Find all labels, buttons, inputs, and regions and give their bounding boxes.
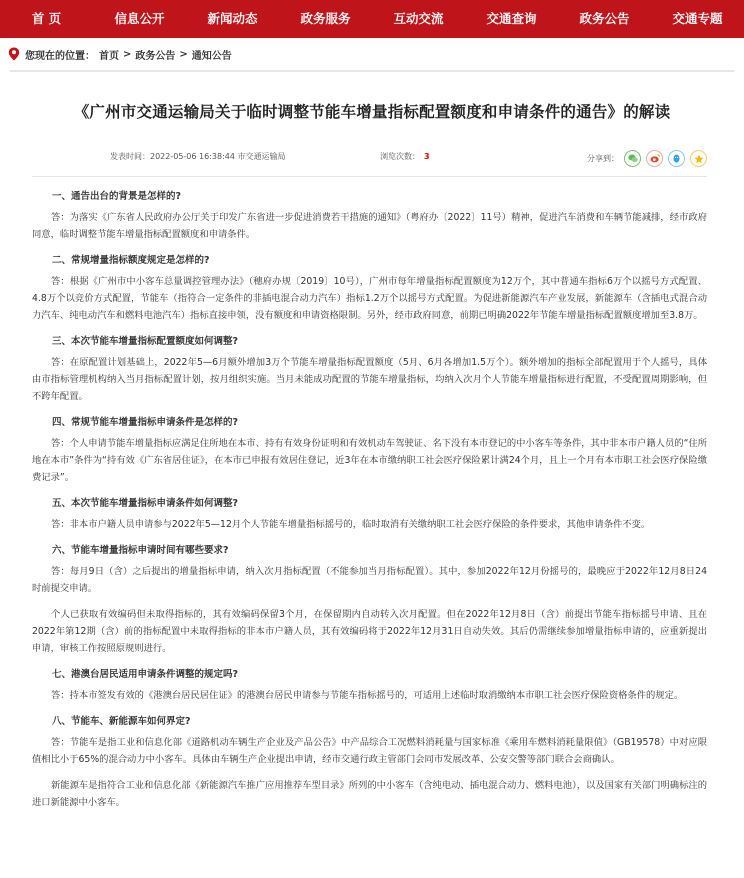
answer-paragraph: 答：每月9日（含）之后提出的增量指标申请，纳入次月指标配置（不能参加当月指标配置）。其中，参加2022年12月份摇号的，最晚应于2022年12月8日24时前提交申请。 xyxy=(32,566,707,594)
nav-news[interactable]: 新闻动态 xyxy=(207,11,258,26)
qq-icon[interactable] xyxy=(668,150,685,167)
question-heading: 八、节能车、新能源车如何界定? xyxy=(52,716,191,727)
answer-paragraph: 答：非本市户籍人员申请参与2022年5—12月个人节能车增量指标摇号的，临时取消有关缴纳职工社会医疗保险的条件要求，其他申请条件不变。 xyxy=(51,519,651,530)
breadcrumb-announcements[interactable]: 政务公告 xyxy=(135,50,176,62)
qzone-icon[interactable] xyxy=(690,150,707,167)
question-heading: 四、常规节能车增量指标申请条件是怎样的? xyxy=(52,417,239,428)
breadcrumb-separator: > xyxy=(123,48,132,60)
answer-paragraph: 答：节能车是指工业和信息化部《道路机动车辆生产企业及产品公告》中产品综合工况燃料消耗量与国家标准《乘用车燃料消耗量限值》（GB19578）中对应限值相比小于65%的混合动力中小客车。具体由车辆生产企业提出申请，经市交通行政主管部门会同市发展改革、公安交警等部门联合会商确认。 xyxy=(32,737,707,765)
nav-services[interactable]: 政务服务 xyxy=(300,11,351,26)
nav-home[interactable]: 首 页 xyxy=(31,11,62,26)
nav-traffic-query[interactable]: 交通查询 xyxy=(486,11,537,26)
answer-paragraph: 新能源车是指符合工业和信息化部《新能源汽车推广应用推荐车型目录》所列的中小客车（含纯电动、插电混合动力、燃料电池），以及国家有关部门明确标注的进口新能源中小客车。 xyxy=(32,780,707,808)
share-bar xyxy=(587,150,707,167)
answer-paragraph: 答：个人申请节能车增量指标应满足住所地在本市、持有有效身份证明和有效机动车驾驶证、名下没有本市登记的中小客车等条件，其中非本市户籍人员的“住所地在本市”条件为“持有效《广东省居住证》，在本市已申报有效居住登记，近3年在本市缴纳职工社会医疗保险累计满24个月，且上一个月有本市职工社会医疗保险缴费记录”。 xyxy=(32,438,707,483)
weibo-icon[interactable] xyxy=(646,150,663,167)
divider xyxy=(10,70,734,72)
nav-topics[interactable]: 交通专题 xyxy=(672,11,723,26)
article-title: 《广州市交通运输局关于临时调整节能车增量指标配置额度和申请条件的通告》的解读 xyxy=(73,103,671,121)
publish-info: 发表时间：2022-05-06 16:38:44 市交通运输局 xyxy=(110,152,286,161)
view-count xyxy=(380,151,430,162)
answer-paragraph: 答：根据《广州市中小客车总量调控管理办法》（穗府办规〔2019〕10号），广州市每年增量指标配置额度为12万个，其中普通车指标6万个以摇号方式配置、4.8万个以竞价方式配置，节能车（指符合一定条件的非插电混合动力汽车）指标1.2万个以摇号方式配置。为促进新能源汽车产业发展，新能源车（含插电式混合动力汽车、纯电动汽车和燃料电池汽车）指标直接申领，没有额度和申请资格限制。另外，经市政府同意，前期已明确2022年节能车增量指标配置额度增加至3.8万。 xyxy=(32,276,707,321)
breadcrumb-home[interactable]: 首页 xyxy=(99,50,119,62)
answer-paragraph: 答：持本市签发有效的《港澳台居民居住证》的港澳台居民申请参与节能车指标摇号的，可适用上述临时取消缴纳本市职工社会医疗保险资格条件的规定。 xyxy=(51,690,684,701)
answer-paragraph: 答：在原配置计划基础上，2022年5—6月额外增加3万个节能车增量指标配置额度（5月、6月各增加1.5万个）。额外增加的指标全部配置用于个人摇号，具体由市指标管理机构纳入当月指标配置计划，按月组织实施。当月未能成功配置的节能车增量指标，均纳入次月个人节能车增量指标进行配置，不受配置周期影响，但不跨年配置。 xyxy=(32,357,707,402)
main-nav xyxy=(0,0,744,38)
answer-paragraph: 个人已获取有效编码但未取得指标的，其有效编码保留3个月，在保留期内自动转入次月配置。但在2022年12月8日（含）前提出节能车指标摇号申请、且在2022年第12期（含）前的指标配置中未取得指标的非本市户籍人员，其有效编码将于2022年12月31日自动失效。其后仍需继续参加增量指标申请的，应重新提出申请，审核工作按照原规则进行。 xyxy=(32,609,707,654)
article-body xyxy=(32,176,707,811)
breadcrumb-notices[interactable]: 通知公告 xyxy=(191,50,232,62)
view-count-value: 3 xyxy=(424,152,430,161)
location-pin-icon xyxy=(8,47,20,61)
view-count-label: 浏览次数： xyxy=(380,152,420,161)
question-heading: 七、港澳台居民适用申请条件调整的规定吗? xyxy=(52,669,239,680)
question-heading: 三、本次节能车增量指标配置额度如何调整? xyxy=(52,336,239,347)
answer-paragraph: 答：为落实《广东省人民政府办公厅关于印发广东省进一步促进消费若干措施的通知》（粤府办〔2022〕11号）精神，促进汽车消费和车辆节能减排，经市政府同意，临时调整节能车增量指标配置额度和申请条件。 xyxy=(32,212,707,240)
share-label: 分享到： xyxy=(587,154,619,163)
question-heading: 二、常规增量指标额度规定是怎样的? xyxy=(52,255,210,266)
wechat-icon[interactable] xyxy=(624,150,641,167)
question-heading: 六、节能车增量指标申请时间有哪些要求? xyxy=(52,545,229,556)
breadcrumb-prefix: 您现在的位置： xyxy=(25,50,95,62)
breadcrumb-separator: > xyxy=(179,48,188,60)
question-heading: 五、本次节能车增量指标申请条件如何调整? xyxy=(52,498,239,509)
article-meta xyxy=(10,148,734,166)
breadcrumb xyxy=(0,38,744,70)
question-heading: 一、通告出台的背景是怎样的? xyxy=(52,191,182,202)
nav-interaction[interactable]: 互动交流 xyxy=(393,11,444,26)
nav-announcements[interactable]: 政务公告 xyxy=(579,11,630,26)
nav-info-disclosure[interactable]: 信息公开 xyxy=(114,11,165,26)
